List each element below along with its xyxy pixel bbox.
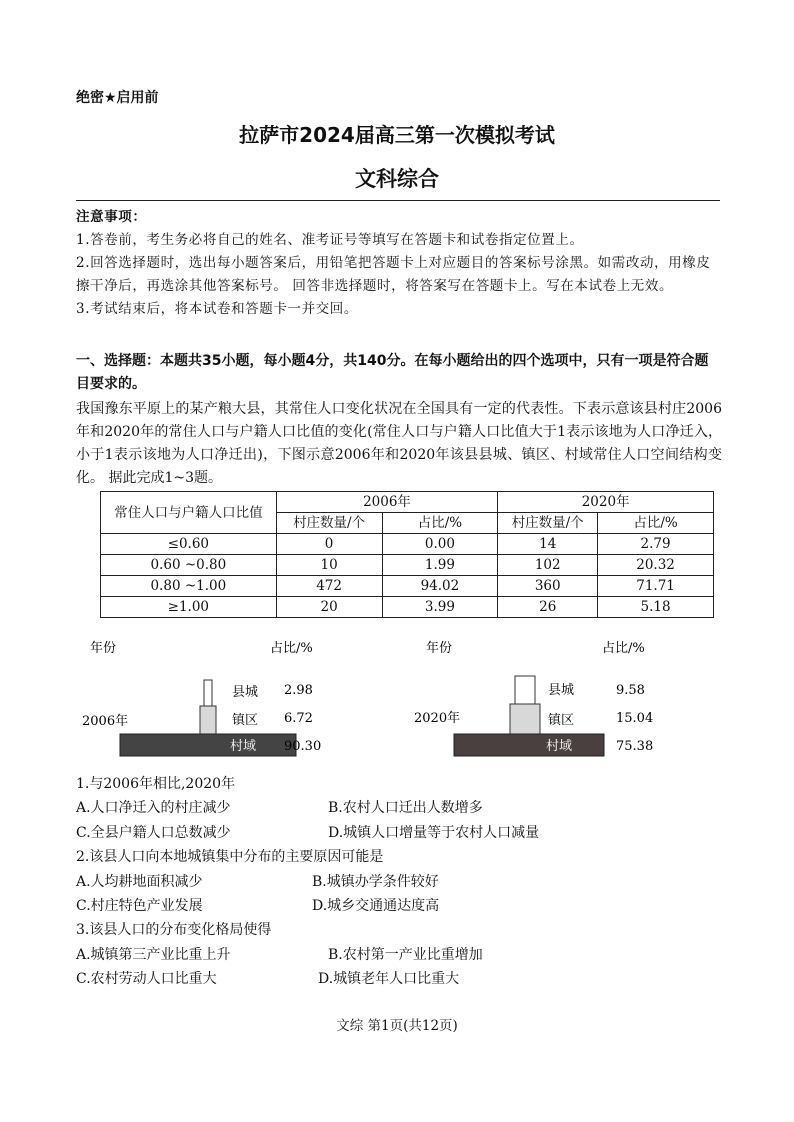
figure-value-county-2020: 9.58 — [616, 683, 645, 698]
option-b[interactable]: B.农村人口迁出人数增多 — [328, 800, 483, 817]
option-c[interactable]: C.村庄特色产业发展 — [76, 897, 203, 914]
table-cell: 26 — [498, 597, 598, 618]
population-structure-figure — [76, 636, 722, 768]
bar-village-2006 — [120, 734, 296, 756]
table-cell: 0 — [276, 534, 382, 555]
header-divider — [76, 200, 720, 201]
figure-year-2020: 2020年 — [414, 711, 461, 726]
option-a[interactable]: A.城镇第三产业比重上升 — [76, 946, 231, 963]
table-cell: 102 — [498, 555, 598, 576]
figure-label-town: 镇区 — [548, 713, 575, 728]
figure-label-county: 县城 — [232, 685, 259, 700]
table-year-2006: 2006年 — [276, 492, 498, 513]
table-cell: 472 — [276, 576, 382, 597]
option-row — [76, 967, 722, 991]
option-d[interactable]: D.城镇老年人口比重大 — [318, 971, 460, 988]
figure-year-2006: 2006年 — [82, 714, 129, 729]
secret-label: 绝密★启用前 — [76, 90, 159, 106]
table-cell: ≥1.00 — [101, 597, 277, 618]
question-intro: 我国豫东平原上的某产粮大县，其常住人口变化状况在全国具有一定的代表性。下表示意该县村庄2006年和2020年的常住人口与户籍人口比值的变化(常住人口与户籍人口比值大于1表示该地为人口净迁入，小于1表示该地为人口净迁出)，下图示意2006年和2020年该县县城、镇区、村域常住人口空间结构变化。 据此完成1~3题。 — [76, 401, 722, 486]
table-row — [101, 534, 714, 555]
exam-title: 拉萨市2024届高三第一次模拟考试 — [239, 123, 555, 147]
figure-label-village: 村域 — [230, 739, 257, 754]
figure-value-town-2020: 15.04 — [616, 711, 654, 726]
option-row — [76, 870, 722, 894]
notice-item-1: 1.答卷前，考生务必将自己的姓名、准考证号等填写在答题卡和试卷指定位置上。 — [76, 232, 584, 248]
table-cell: 1.99 — [382, 555, 498, 576]
table-sub-pct: 占比/% — [598, 513, 714, 534]
option-a[interactable]: A.人均耕地面积减少 — [76, 873, 203, 890]
table-cell: 0.00 — [382, 534, 498, 555]
table-cell: 20 — [276, 597, 382, 618]
option-a[interactable]: A.人口净迁入的村庄减少 — [76, 800, 231, 817]
table-cell: 5.18 — [598, 597, 714, 618]
table-cell: 94.02 — [382, 576, 498, 597]
table-cell: 0.60 ~0.80 — [101, 555, 277, 576]
table-cell: 14 — [498, 534, 598, 555]
option-d[interactable]: D.城镇人口增量等于农村人口减量 — [328, 824, 540, 841]
table-cell: 2.79 — [598, 534, 714, 555]
question-stem: 2.该县人口向本地城镇集中分布的主要原因可能是 — [76, 849, 384, 866]
table-row — [101, 555, 714, 576]
figure-value-county-2006: 2.98 — [284, 683, 313, 698]
exam-subject: 文科综合 — [355, 167, 439, 191]
question-list — [76, 772, 722, 992]
figure-value-village-2020: 75.38 — [616, 739, 654, 754]
table-year-2020: 2020年 — [498, 492, 714, 513]
option-row — [76, 821, 722, 845]
figure-value-town-2006: 6.72 — [284, 711, 313, 726]
figure-pct-header-right: 占比/% — [602, 641, 645, 656]
table-cell: 71.71 — [598, 576, 714, 597]
table-row — [101, 597, 714, 618]
table-cell: 3.99 — [382, 597, 498, 618]
ratio-table — [100, 491, 714, 618]
notice-block — [76, 206, 720, 321]
option-row — [76, 894, 722, 918]
table-cell: 0.80 ~1.00 — [101, 576, 277, 597]
option-c[interactable]: C.全县户籍人口总数减少 — [76, 824, 231, 841]
figure-value-village-2006: 90.30 — [284, 739, 322, 754]
bar-town-2006 — [200, 706, 216, 734]
table-corner-header: 常住人口与户籍人口比值 — [101, 492, 277, 534]
option-b[interactable]: B.城镇办学条件较好 — [312, 873, 439, 890]
bar-county-2006 — [204, 680, 212, 706]
question-stem: 3.该县人口的分布变化格局使得 — [76, 922, 272, 939]
table-cell: 20.32 — [598, 555, 714, 576]
option-d[interactable]: D.城乡交通通达度高 — [312, 897, 440, 914]
bar-county-2020 — [515, 676, 535, 704]
table-sub-pct: 占比/% — [382, 513, 498, 534]
table-cell: 10 — [276, 555, 382, 576]
figure-year-header-left: 年份 — [90, 641, 117, 656]
bar-town-2020 — [510, 704, 540, 734]
table-cell: ≤0.60 — [101, 534, 277, 555]
table-cell: 360 — [498, 576, 598, 597]
table-row — [101, 576, 714, 597]
figure-year-header-right: 年份 — [426, 641, 453, 656]
table-sub-count: 村庄数量/个 — [276, 513, 382, 534]
option-c[interactable]: C.农村劳动人口比重大 — [76, 971, 217, 988]
section-heading: 一、选择题：本题共35小题，每小题4分，共140分。在每小题给出的四个选项中，只有一项是符合题目要求的。 — [76, 353, 709, 392]
notice-item-3: 3.考试结束后，将本试卷和答题卡一并交回。 — [76, 301, 358, 317]
page-footer: 文综 第1页(共12页) — [336, 1018, 458, 1034]
notice-item-2: 2.回答选择题时，选出每小题答案后，用铅笔把答题卡上对应题目的答案标号涂黑。如需改动，用橡皮擦干净后，再选涂其他答案标号。 回答非选择题时，将答案写在答题卡上。写在本试卷上无效。 — [76, 255, 711, 294]
bar-village-2020 — [454, 734, 604, 756]
notice-heading: 注意事项： — [76, 209, 147, 225]
figure-label-village: 村域 — [546, 739, 573, 754]
table-header-row — [101, 492, 714, 513]
figure-label-town: 镇区 — [232, 713, 259, 728]
option-row — [76, 796, 722, 820]
option-b[interactable]: B.农村第一产业比重增加 — [328, 946, 483, 963]
table-sub-count: 村庄数量/个 — [498, 513, 598, 534]
question-stem: 1.与2006年相比,2020年 — [76, 776, 236, 792]
figure-label-county: 县城 — [548, 683, 575, 698]
figure-pct-header-left: 占比/% — [270, 641, 313, 656]
option-row — [76, 943, 722, 967]
